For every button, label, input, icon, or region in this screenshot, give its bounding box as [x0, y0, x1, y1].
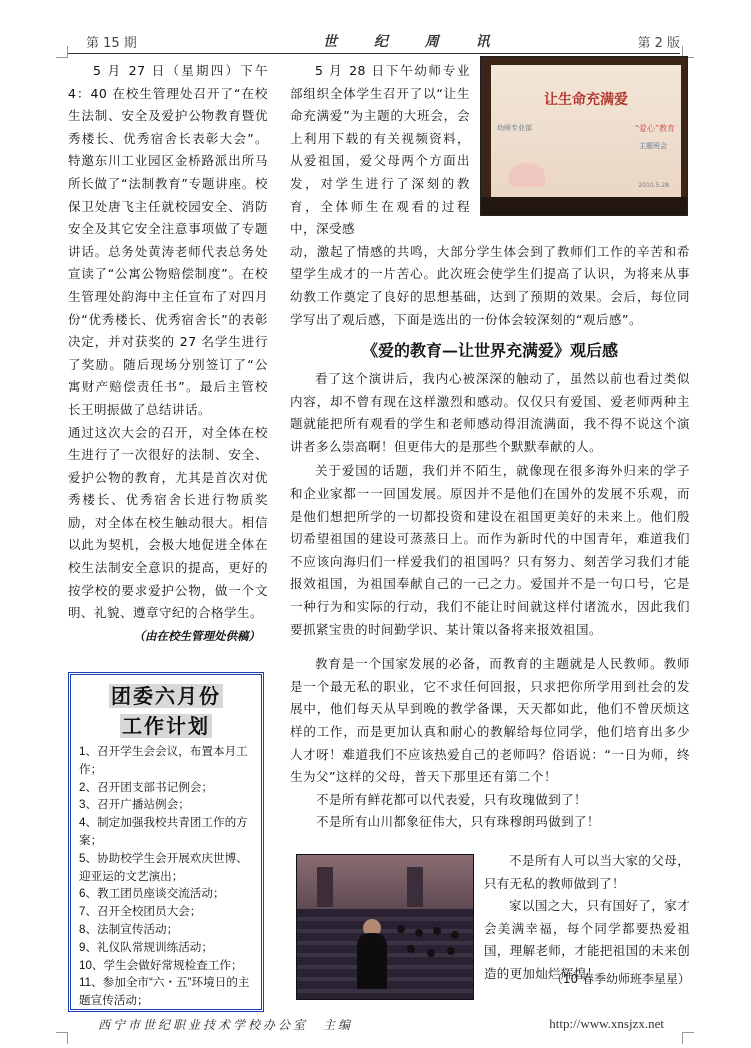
plan-item: 10、学生会做好常规检查工作； — [79, 958, 243, 972]
page-number: 第 2 版 — [637, 36, 680, 51]
page-footer — [68, 1014, 688, 1034]
projection-screen — [491, 65, 681, 197]
crop-mark-top-left — [56, 46, 68, 58]
page-header — [68, 30, 680, 54]
essay-verse-tail — [484, 850, 690, 986]
plan-item: 1、召开学生会会议，布置本月工作； — [79, 745, 248, 776]
essay-verse-line: 不是所有山川都象征伟大，只有珠穆朗玛做到了！ — [316, 814, 600, 830]
screen-title: 让生命充满爱 — [544, 92, 628, 108]
plan-title-line: 工作计划 — [122, 714, 210, 738]
plan-item: 7、召开全校团员大会； — [79, 905, 202, 919]
left-article-paragraph: 5 月 27 日（星期四）下午 4：40 在校生管理处召开了“在校生法制、安全及爱护公物教育暨优秀楼长、优秀宿舍长表彰大会”。特邀东川工业园区金桥路派出所马所长做了“法制教育”专题讲座。校保卫处唐飞主任就校园安全、消防安全及其它安全注意事项做了专题讲话。总务处黄涛老师代表总务处宣读了“公寓公物赔偿制度”。在校生管理处韵海中主任宣布了对四月份“优秀楼长、优秀宿舍长”的表彰决定，并对获奖的 27 名学生进行了奖励。随后现场分别签订了“公寓财产赔偿责任书”。最后主管校长王明振做了总结讲话。 — [68, 63, 268, 417]
audience-head — [397, 925, 405, 933]
newspaper-title: 世 纪 周 讯 — [323, 34, 506, 50]
work-plan-box — [68, 672, 264, 1012]
screen-sub-left: 幼师专业部 — [497, 124, 532, 132]
left-article — [68, 60, 268, 647]
plan-item: 9、礼仪队常规训练活动； — [79, 940, 213, 954]
plan-item: 2、召开团支部书记例会； — [79, 780, 213, 794]
crop-mark-bottom-right — [682, 1032, 694, 1044]
footer-url-link[interactable]: http://www.xnsjzx.net — [549, 1016, 664, 1031]
audience-head — [407, 945, 415, 953]
plan-list — [79, 743, 253, 1010]
essay-signature: （10 春季幼师班李星星） — [550, 972, 690, 986]
audience-head — [427, 949, 435, 957]
plan-item: 4、制定加强我校共青团工作的方案； — [79, 816, 248, 847]
left-article-paragraph: 通过这次大会的召开，对全体在校生进行了一次很好的法制、安全、爱护公物的教育，尤其是首次对优秀楼长、优秀宿舍长进行物质奖励，对全体在校生触动很大。相信以此为契机，会极大地促进全体在校生法制安全意识的提高，更好的按学校的要求爱护公物，做一个文明、礼貌、遵章守纪的合格学生。 — [68, 424, 268, 621]
left-article-credit: （由在校生管理处供稿） — [133, 628, 260, 643]
auditorium-door — [407, 867, 423, 907]
crop-mark-bottom-left — [56, 1032, 68, 1044]
plan-title-line: 团委六月份 — [111, 684, 221, 708]
essay-title: 《爱的教育—让世界充满爱》观后感 — [361, 341, 618, 360]
person-foreground — [357, 933, 387, 989]
plan-title — [79, 681, 253, 741]
footer-editor: 西宁市世纪职业技术学校办公室 主编 — [98, 1018, 354, 1032]
essay-verse-tail-line: 不是所有人可以当大家的父母，只有无私的教师做到了！ — [484, 853, 690, 891]
essay-paragraph: 关于爱国的话题，我们并不陌生，就像现在很多海外归来的学子和企业家都一一回国发展。原因并不是他们在国外的发展不乐观，而是他们想把所学的一切都投资和建设在祖国更美好的未来上。他们殷切希望祖国的建设可蒸蒸日上。而作为新时代的中国青年，难道我们不应该向海归们一样爱我们的祖国吗？只有努力、刻苦学习我们才能报效祖国，为祖国奉献自己的一己之力。爱国并不是一句口号，它是一种行为和实际的行动，我们不能让时间就这样付诸流水，因此我们要抓紧宝贵的时间勤学识、某计策以备将来报效祖国。 — [290, 463, 690, 637]
intro-wide-text: 动，激起了情感的共鸣，大部分学生体会到了教师们工作的辛苦和希望学生成才的一片苦心。此次班会使学生们提高了认识，为将来从事幼教工作奠定了良好的思想基础，达到了预期的效果。会后，每位同学写出了观后感，下面是选出的一份体会较深刻的“观后感”。 — [290, 243, 690, 327]
essay-verse-tail-line: 家以国之大，只有国好了，家才会美满幸福，每个同学都要热爱祖国，理解老师，才能把祖国的未来创造的更加灿烂辉煌！ — [484, 898, 690, 981]
audience-head — [447, 947, 455, 955]
screen-subtitle — [497, 123, 675, 134]
auditorium-door — [317, 867, 333, 907]
audience-head — [451, 931, 459, 939]
plan-item: 11、参加全市“六・五”环境日的主题宣传活动； — [79, 976, 250, 1008]
lotus-decoration — [509, 163, 545, 187]
screen-sub-right: 主题班会 — [639, 142, 667, 150]
essay-paragraph: 教育是一个国家发展的必备，而教育的主题就是人民教师。教师是一个最无私的职业，它不求任何回报，只求把你所学用到社会的发展中，他们每天从早到晚的教学备课，天天都如此，他们不曾厌烦这样的工作，而是更加认真和耐心的教解给每位同学，他们培育出多少人才呀！难道我们不应该热爱自己的老师吗？俗语说：“一日为师，终生为父”这样的父母，普天下那里还有第二个！ — [290, 656, 690, 785]
plan-item: 5、协助校学生会开展欢庆世博、迎亚运的文艺演出； — [79, 851, 248, 883]
essay-body — [290, 368, 690, 834]
plan-item: 3、召开广播站例会； — [79, 798, 190, 812]
screen-sub-love: “爱心”教育 — [634, 124, 675, 133]
issue-number: 第 15 期 — [86, 36, 137, 51]
intro-narrow-text: 5 月 28 日下午幼师专业部组织全体学生召开了以“让生命充满爱”为主题的大班会，会上利用下载的有关视频资料，从爱祖国，爱父母两个方面出发，对学生进行了深刻的教育，全体师生在观看的过程中，深受感 — [290, 63, 470, 237]
photo-floor — [481, 197, 687, 215]
audience-head — [433, 927, 441, 935]
essay-paragraph: 看了这个演讲后，我内心被深深的触动了，虽然以前也看过类似内容，却不曾有现在这样激烈和感动。仅仅只有爱国、爱老师两种主题就能把所有观看的学生和老师感动得泪流满面，我不得不说这个演讲者多么崇高啊！但更伟大的是那些个默默奉献的人。 — [290, 371, 690, 454]
plan-item: 8、法制宣传活动； — [79, 922, 179, 936]
audience-photo — [296, 854, 474, 1000]
class-meeting-photo — [480, 56, 688, 216]
audience-head — [415, 929, 423, 937]
essay-verse-line: 不是所有鲜花都可以代表爱，只有玫瑰做到了！ — [316, 791, 587, 807]
screen-date: 2010.5.28 — [638, 182, 669, 189]
plan-item: 6、教工团员座谈交流活动； — [79, 887, 225, 901]
